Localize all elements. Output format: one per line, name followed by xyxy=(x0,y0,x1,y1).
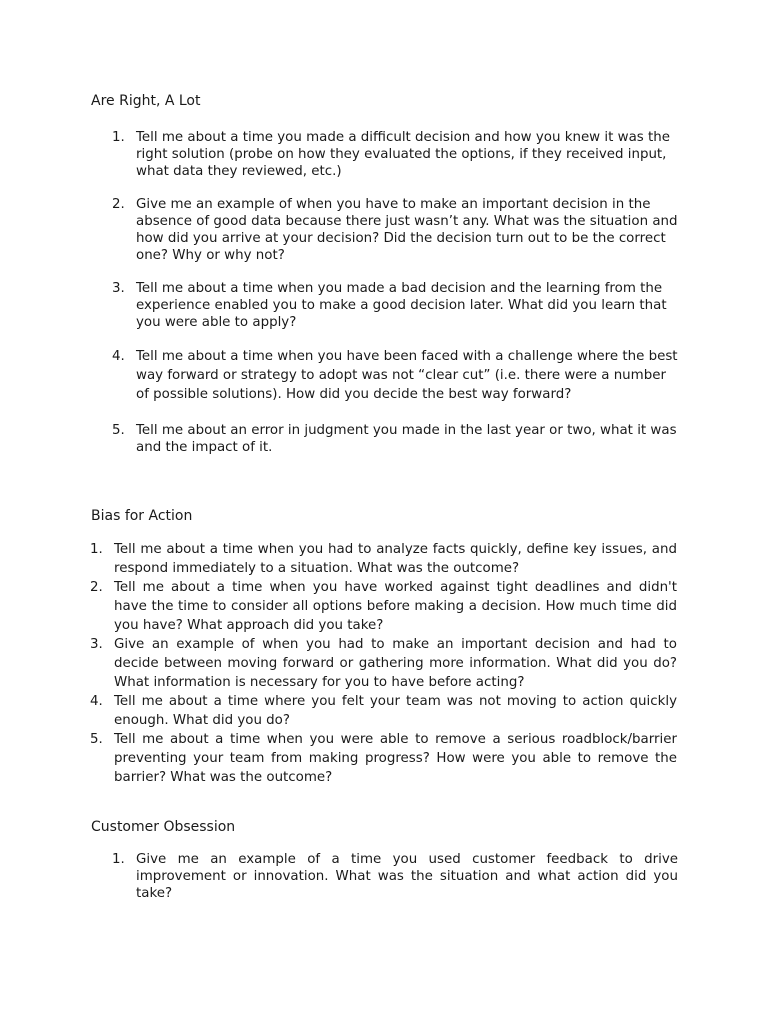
question-text: Tell me about a time when you made a bad decision and the learning from the experience enabled you to make a good decision later. What did you learn that you were able to apply? xyxy=(136,281,667,330)
section-heading-customer-obsession: Customer Obsession xyxy=(91,819,236,835)
question-text: Tell me about a time when you had to analyze facts quickly, define key issues, and respond immediately to a situation. What was the outcome? xyxy=(114,542,677,576)
question-text: Tell me about a time you made a difficult decision and how you knew it was the right solution (probe on how they evaluated the options, if they received input, what data they reviewed, etc.) xyxy=(136,130,670,179)
list-item xyxy=(112,280,682,331)
question-text: Tell me about a time when you have been faced with a challenge where the best way forward or strategy to adopt was not “clear cut” (i.e. there were a number of possible solutions). How did you decide the best way forward? xyxy=(136,349,678,402)
list-item xyxy=(90,692,677,730)
list-number: 3. xyxy=(112,281,125,296)
question-text: Tell me about a time when you have worked against tight deadlines and didn't have the time to consider all options before making a decision. How much time did you have? What approach did you take? xyxy=(114,580,677,633)
list-item xyxy=(90,578,677,635)
list-number: 5. xyxy=(112,423,125,438)
list-number: 3. xyxy=(90,637,103,652)
list-number: 1. xyxy=(112,852,125,867)
question-list-bias-for-action xyxy=(90,540,677,787)
list-item xyxy=(90,540,677,578)
list-number: 4. xyxy=(90,694,103,709)
list-item xyxy=(90,730,677,787)
list-number: 1. xyxy=(90,542,103,557)
list-number: 4. xyxy=(112,349,125,364)
list-number: 2. xyxy=(112,197,125,212)
list-item xyxy=(112,422,682,456)
list-number: 1. xyxy=(112,130,125,145)
list-item xyxy=(112,347,682,404)
question-text: Tell me about a time when you were able to remove a serious roadblock/barrier preventing your team from making progress? How were you able to remove the barrier? What was the outcome? xyxy=(114,732,677,785)
question-text: Tell me about an error in judgment you made in the last year or two, what it was and the impact of it. xyxy=(136,423,677,455)
question-list-are-right-a-lot xyxy=(112,129,682,456)
question-text: Give me an example of when you have to make an important decision in the absence of good data because there just wasn’t any. What was the situation and how did you arrive at your decision? Did the decision turn out to be the correct one? Why or why not? xyxy=(136,197,678,263)
list-item xyxy=(112,196,682,264)
question-text: Tell me about a time where you felt your team was not moving to action quickly enough. What did you do? xyxy=(114,694,677,728)
question-text: Give an example of when you had to make an important decision and had to decide between moving forward or gathering more information. What did you do? What information is necessary for you to have before acting? xyxy=(114,637,677,690)
section-heading-bias-for-action: Bias for Action xyxy=(91,508,193,524)
question-text: Give me an example of a time you used customer feedback to drive improvement or innovation. What was the situation and what action did you take? xyxy=(136,852,678,901)
list-item xyxy=(112,129,682,180)
list-item xyxy=(90,635,677,692)
list-number: 5. xyxy=(90,732,103,747)
list-item xyxy=(112,851,678,902)
question-list-customer-obsession xyxy=(112,851,678,902)
list-number: 2. xyxy=(90,580,103,595)
section-heading-are-right-a-lot: Are Right, A Lot xyxy=(91,93,201,109)
